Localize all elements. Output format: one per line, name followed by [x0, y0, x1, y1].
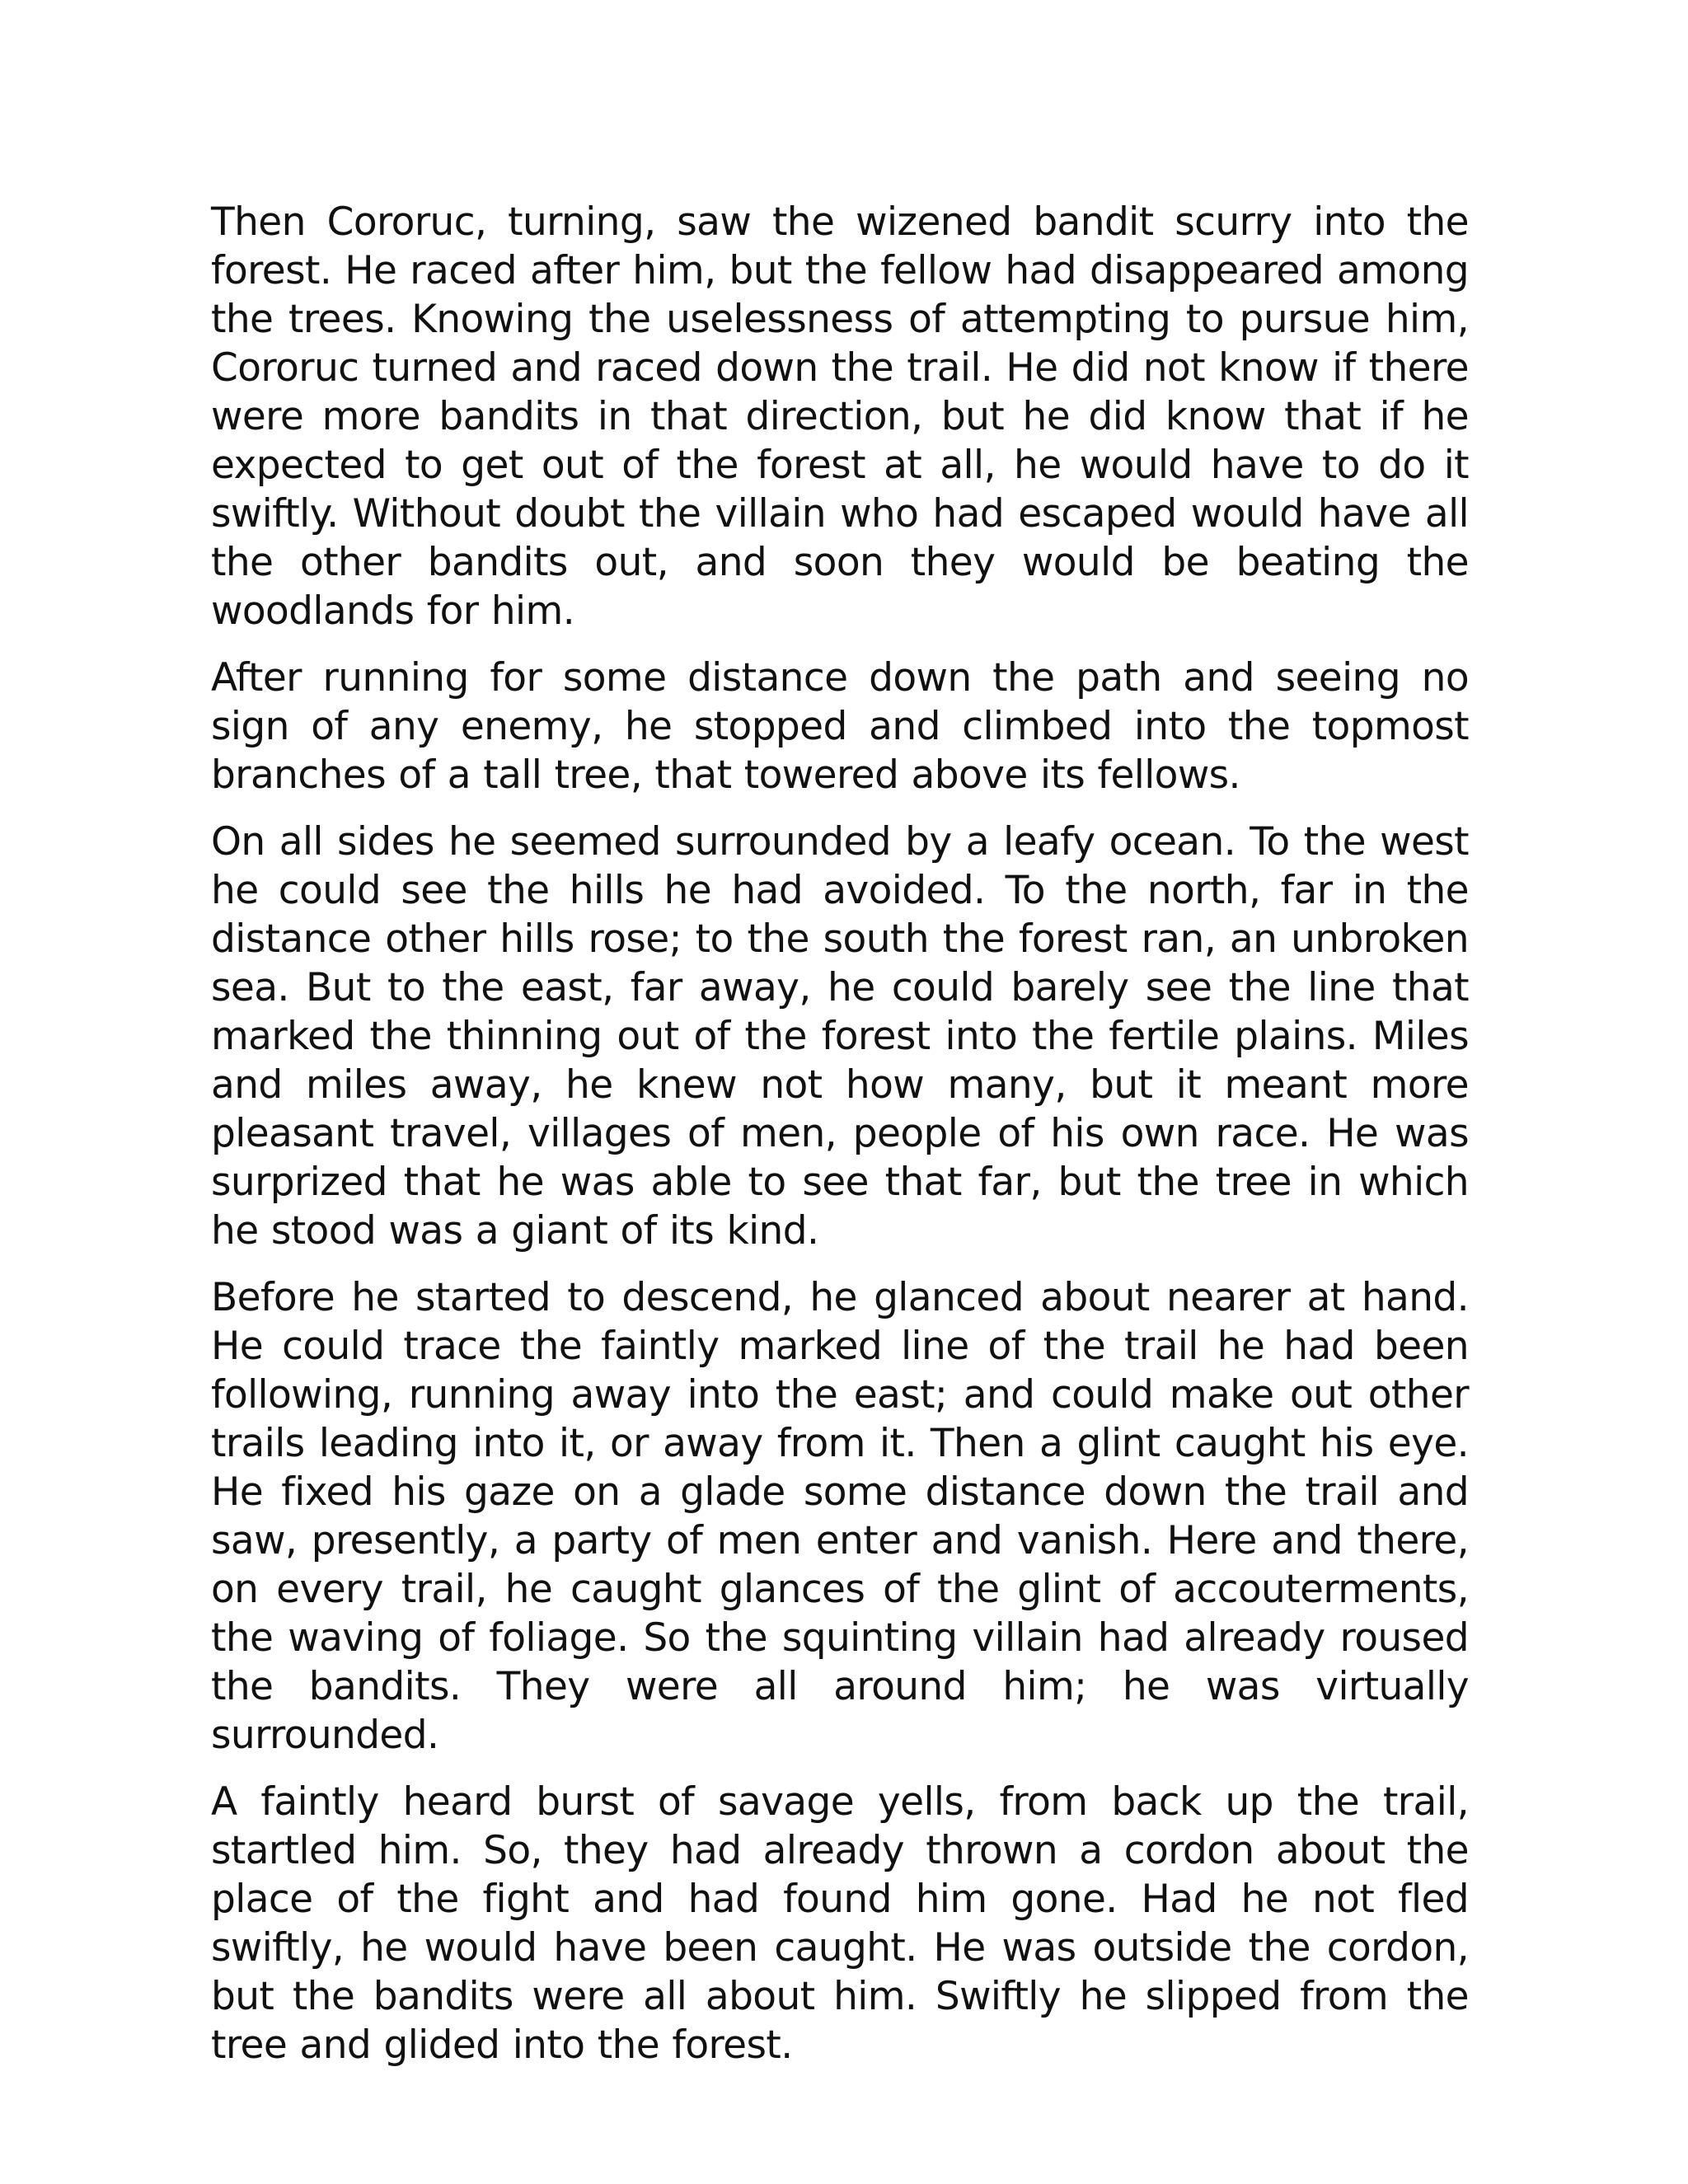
- paragraph-4: Before he started to descend, he glanced about nearer at hand. He could trace the faintly marked line of the trail he had been following, running away into the east; and could make out other trails leading into it, or away from it. Then a glint caught his eye. He fixed his gaze on a glade some distance down the trail and saw, presently, a party of men enter and vanish. Here and there, on every trail, he caught glances of the glint of accouterments, the waving of foliage. So the squinting villain had already roused the bandits. They were all around him; he was virtually surrounded.: [211, 1275, 1469, 1758]
- paragraph-2: After running for some distance down the path and seeing no sign of any enemy, he stopped and climbed into the topmost branches of a tall tree, that towered above its fellows.: [211, 655, 1469, 798]
- paragraph-3: On all sides he seemed surrounded by a leafy ocean. To the west he could see the hills he had avoided. To the north, far in the distance other hills rose; to the south the forest ran, an unbroken sea. But to the east, far away, he could barely see the line that marked the thinning out of the forest into the fertile plains. Miles and miles away, he knew not how many, but it meant more pleasant travel, villages of men, people of his own race. He was surprized that he was able to see that far, but the tree in which he stood was a giant of its kind.: [211, 819, 1469, 1254]
- paragraph-5: A faintly heard burst of savage yells, from back up the trail, startled him. So, they had already thrown a cordon about the place of the fight and had found him gone. Had he not fled swiftly, he would have been caught. He was outside the cordon, but the bandits were all about him. Swiftly he slipped from the tree and glided into the forest.: [211, 1779, 1469, 2068]
- paragraph-1: Then Cororuc, turning, saw the wizened bandit scurry into the forest. He raced after him, but the fellow had disappeared among the trees. Knowing the uselessness of attempting to pursue him, Cororuc turned and raced down the trail. He did not know if there were more bandits in that direction, but he did know that if he expected to get out of the forest at all, he would have to do it swiftly. Without doubt the villain who had escaped would have all the other bandits out, and soon they would be beating the woodlands for him.: [211, 199, 1469, 634]
- body-text: [211, 198, 1469, 2088]
